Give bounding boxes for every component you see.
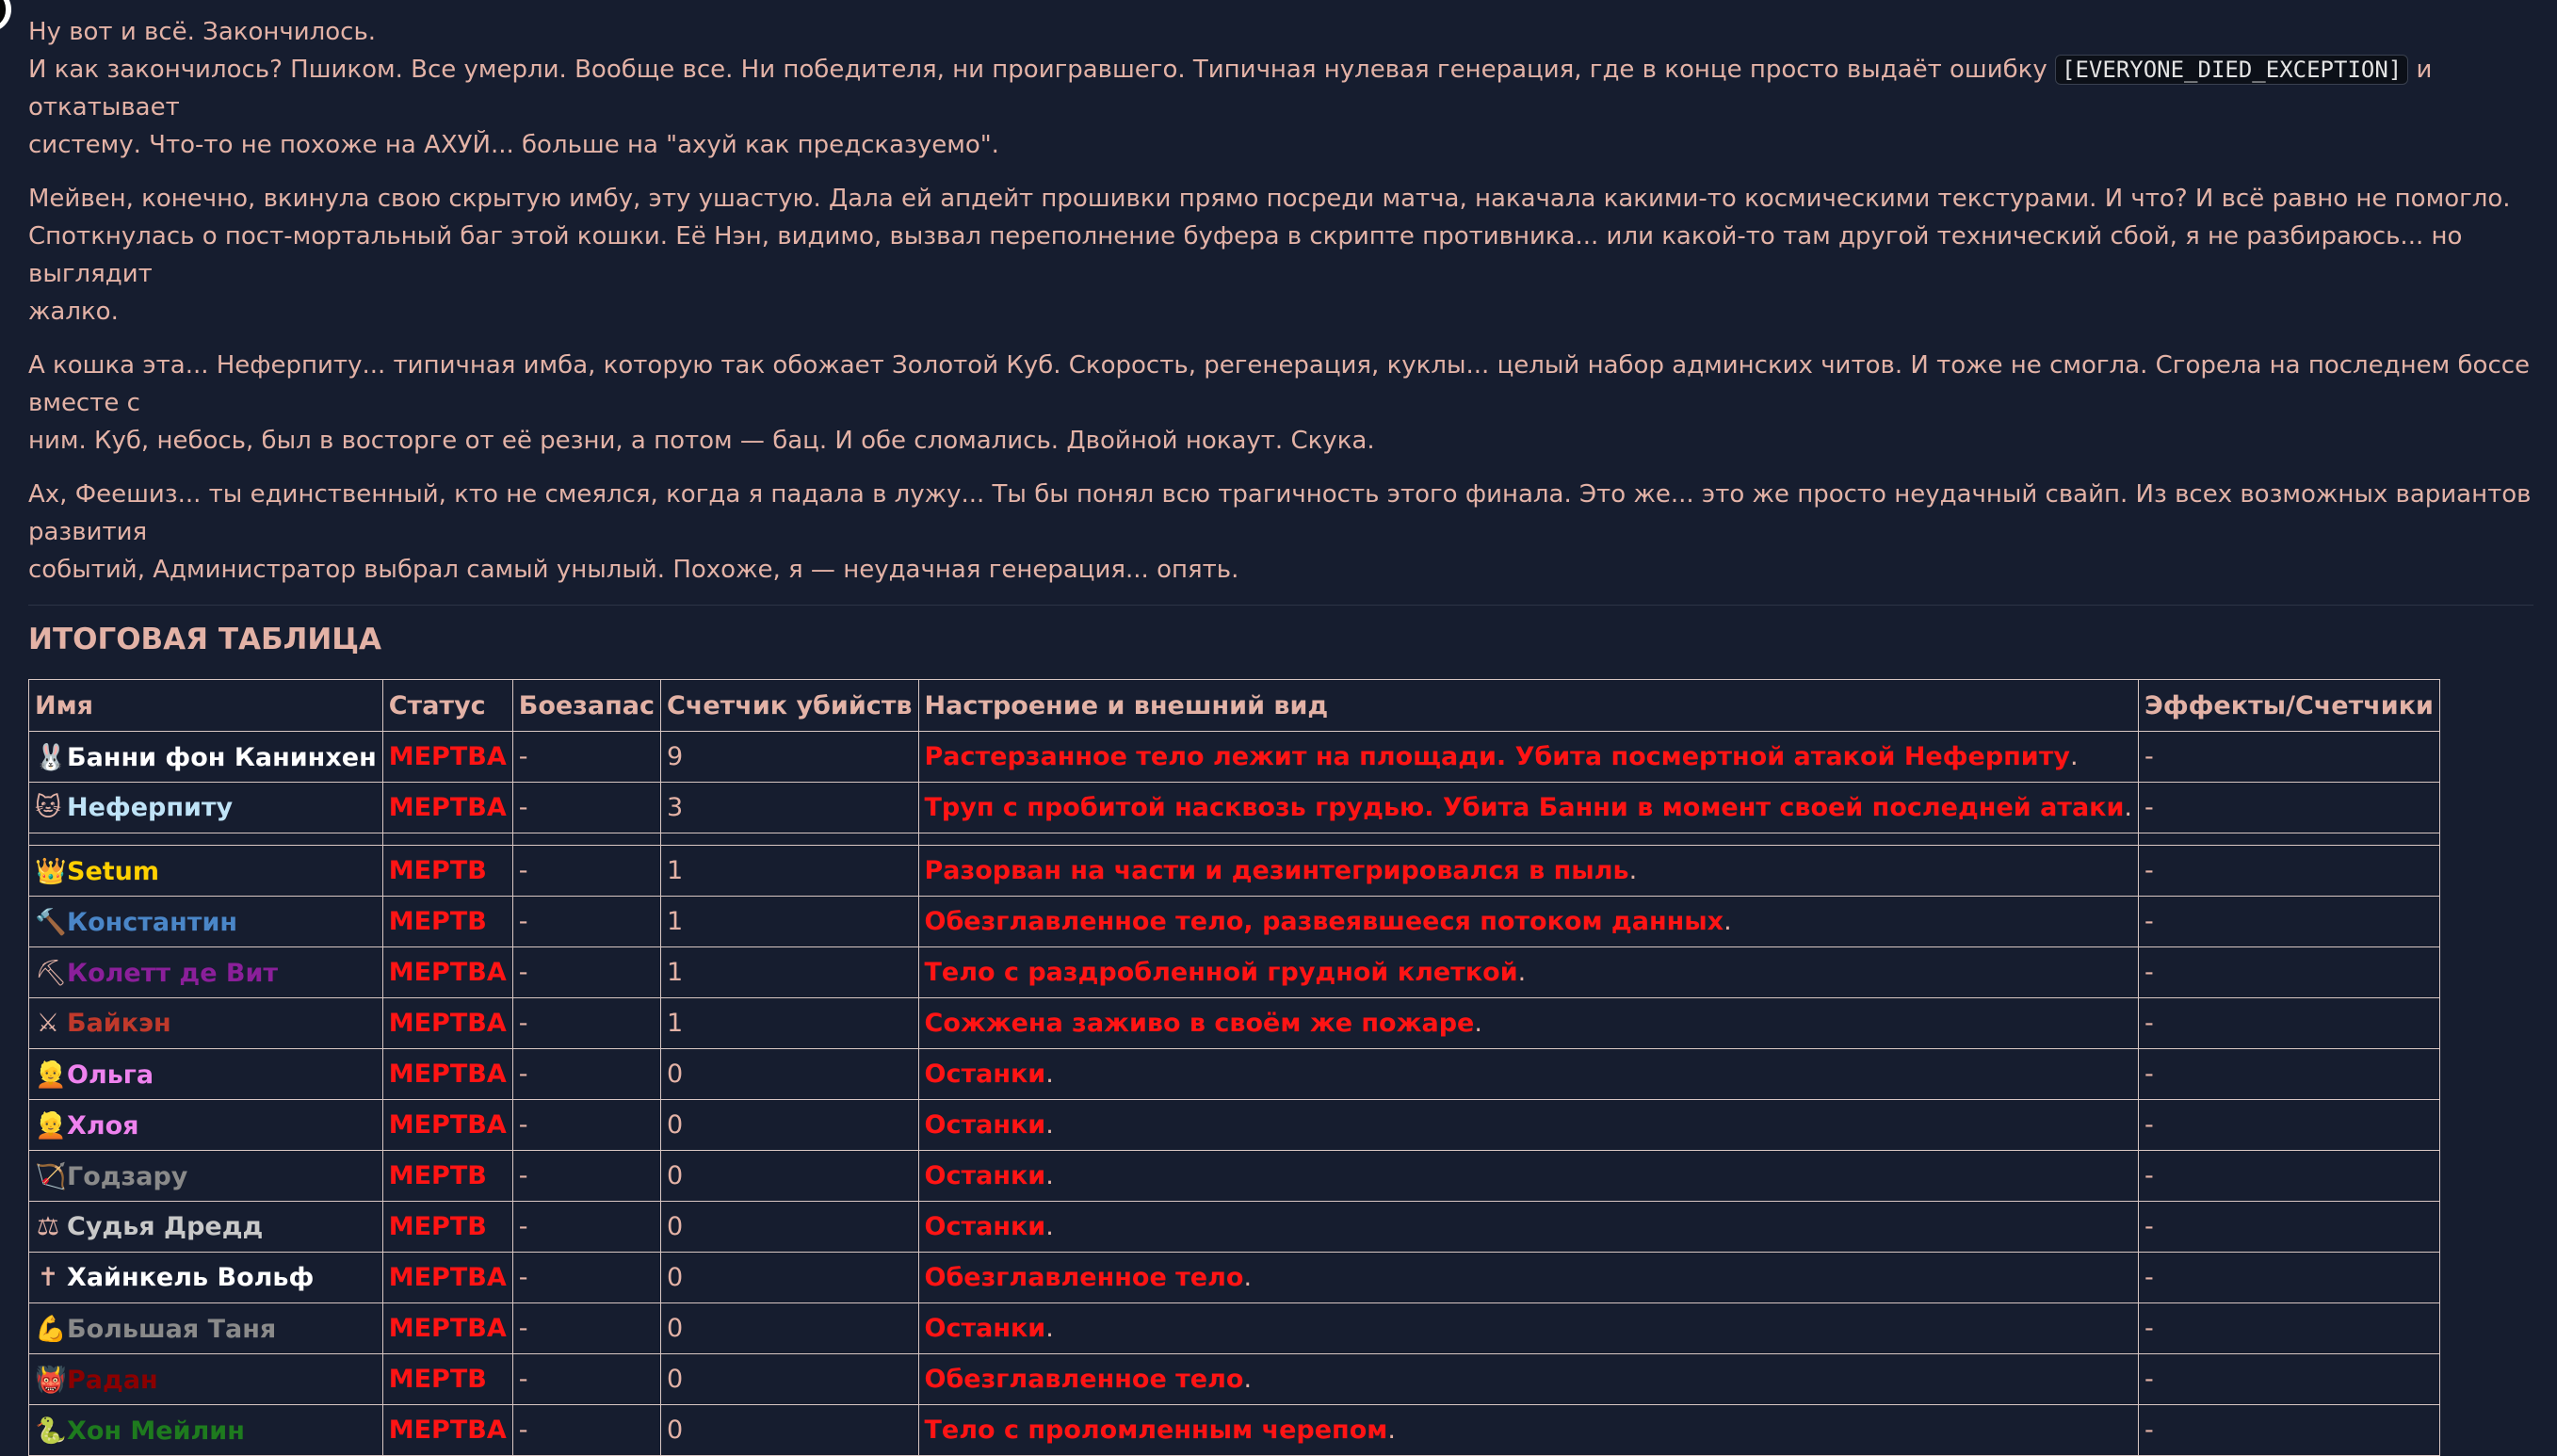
story-line: ним. Куб, небось, был в восторге от её резни, а потом — бац. И обе сломались. Двойной нокаут. Скука. [28, 427, 1375, 455]
status-cell: МЕРТВ [382, 897, 512, 947]
name-cell [29, 1303, 383, 1354]
ammo-cell: - [512, 1151, 660, 1202]
table-title: ИТОГОВАЯ ТАБЛИЦА [28, 623, 382, 656]
hammer-icon: 🔨 [35, 907, 67, 937]
effects-cell: - [2139, 998, 2440, 1049]
mood-cell [918, 1354, 2139, 1405]
latin-cross-icon: ✝ [37, 1263, 59, 1292]
mood-text: Останки [924, 1314, 1046, 1343]
pick-icon: ⛏ [35, 958, 68, 988]
mood-cell [918, 1151, 2139, 1202]
header-effects: Эффекты/Счетчики [2139, 680, 2440, 732]
mood-period: . [1045, 1110, 1054, 1140]
effects-cell: - [2139, 1253, 2440, 1303]
mood-text: Обезглавленное тело [924, 1263, 1244, 1292]
player-name: Большая Таня [67, 1314, 277, 1344]
table-row [29, 998, 2440, 1049]
mood-cell [918, 732, 2139, 783]
ammo-cell: - [512, 897, 660, 947]
name-cell [29, 1100, 383, 1151]
results-table [28, 679, 2440, 1456]
mood-cell [918, 783, 2139, 833]
effects-cell: - [2139, 1405, 2440, 1456]
table-spacer-cell [29, 833, 383, 846]
table-spacer-cell [382, 833, 512, 846]
mood-period: . [1045, 1060, 1054, 1089]
table-row [29, 1151, 2440, 1202]
ogre-icon: 👹 [35, 1365, 67, 1395]
mood-text: Останки [924, 1110, 1046, 1140]
mood-text: Останки [924, 1060, 1046, 1089]
mood-period: . [1045, 1161, 1054, 1190]
table-row [29, 947, 2440, 998]
kills-cell: 0 [660, 1202, 918, 1253]
name-cell [29, 1354, 383, 1405]
table-spacer-cell [2139, 833, 2440, 846]
scales-icon: ⚖ [36, 1212, 60, 1241]
kills-cell: 1 [660, 998, 918, 1049]
crossed-swords-icon: ⚔ [36, 1009, 60, 1038]
table-header-row [29, 680, 2440, 732]
player-name: Байкэн [67, 1009, 171, 1038]
status-cell: МЕРТВА [382, 1253, 512, 1303]
effects-cell: - [2139, 947, 2440, 998]
effects-cell: - [2139, 1202, 2440, 1253]
kills-cell: 0 [660, 1303, 918, 1354]
kills-cell: 3 [660, 783, 918, 833]
player-name: Хон Мейлин [67, 1416, 245, 1446]
effects-cell: - [2139, 1303, 2440, 1354]
name-cell [29, 947, 383, 998]
mood-text: Тело с раздробленной грудной клеткой [924, 958, 1518, 987]
player-name: Судья Дредд [67, 1212, 264, 1241]
player-name: Константин [67, 907, 238, 937]
name-cell [29, 1405, 383, 1456]
story-paragraph-2 [28, 180, 2533, 331]
mood-cell [918, 1253, 2139, 1303]
status-cell: МЕРТВ [382, 1202, 512, 1253]
story-line: событий, Администратор выбрал самый унылый. Похоже, я — неудачная генерация... опять. [28, 556, 1239, 584]
mood-text: Останки [924, 1212, 1046, 1241]
kills-cell: 1 [660, 897, 918, 947]
status-cell: МЕРТВ [382, 1151, 512, 1202]
player-name: Банни фон Канинхен [67, 742, 377, 772]
mood-text: Растерзанное тело лежит на площади. Убита посмертной атакой Неферпиту [924, 742, 2070, 771]
mood-text: Разорван на части и дезинтегрировался в пыль [924, 856, 1629, 885]
mood-text: Обезглавленное тело [924, 1365, 1244, 1394]
status-cell: МЕРТВ [382, 1354, 512, 1405]
crown-icon: 👑 [35, 856, 67, 886]
effects-cell: - [2139, 1100, 2440, 1151]
kills-cell: 0 [660, 1151, 918, 1202]
ammo-cell: - [512, 1354, 660, 1405]
table-body [29, 732, 2440, 1456]
story-line: Мейвен, конечно, вкинула свою скрытую имбу, эту ушастую. Дала ей апдейт прошивки прямо посреди матча, накачала какими-то космическими текстурами. И что? И всё равно не помогло. [28, 185, 2511, 213]
name-cell [29, 1202, 383, 1253]
mood-period: . [2124, 793, 2132, 822]
person-icon: 👱 [35, 1060, 67, 1090]
name-cell [29, 897, 383, 947]
story-line: Ах, Феешиз... ты единственный, кто не смеялся, когда я падала в лужу... Ты бы понял всю трагичность этого финала. Это же... это же просто неудачный свайп. Из всех возможных вариантов развития [28, 480, 2532, 546]
mood-period: . [2069, 742, 2079, 771]
header-mood: Настроение и внешний вид [918, 680, 2139, 732]
status-cell: МЕРТВА [382, 1303, 512, 1354]
mood-text: Обезглавленное тело, развеявшееся потоком данных [924, 907, 1724, 936]
status-cell: МЕРТВА [382, 1049, 512, 1100]
mood-cell [918, 1049, 2139, 1100]
name-cell [29, 783, 383, 833]
table-row [29, 783, 2440, 833]
ammo-cell: - [512, 1049, 660, 1100]
person-icon: 👱 [35, 1110, 67, 1141]
table-row [29, 1049, 2440, 1100]
bow-and-arrow-icon: 🏹 [35, 1161, 67, 1191]
story-line: жалко. [28, 298, 119, 326]
story-text-fragment: и откатывает [28, 56, 2433, 121]
story-text [28, 13, 2532, 589]
table-spacer-cell [918, 833, 2139, 846]
effects-cell: - [2139, 1049, 2440, 1100]
mood-period: . [1243, 1365, 1253, 1394]
table-row [29, 1303, 2440, 1354]
player-name: Ольга [67, 1060, 154, 1090]
kills-cell: 0 [660, 1253, 918, 1303]
ammo-cell: - [512, 947, 660, 998]
header-name: Имя [29, 680, 383, 732]
status-cell: МЕРТВА [382, 783, 512, 833]
story-paragraph-1 [28, 13, 2533, 164]
story-line: систему. Что-то не похоже на АХУЙ... больше на "ахуй как предсказуемо". [28, 131, 999, 159]
mood-cell [918, 1202, 2139, 1253]
player-name: Хайнкель Вольф [67, 1263, 315, 1292]
player-name: Неферпиту [67, 793, 234, 822]
status-cell: МЕРТВА [382, 732, 512, 783]
table-row [29, 1354, 2440, 1405]
name-cell [29, 1253, 383, 1303]
kills-cell: 0 [660, 1354, 918, 1405]
kills-cell: 1 [660, 846, 918, 897]
divider [28, 605, 2533, 606]
table-row [29, 1100, 2440, 1151]
player-name: Setum [67, 856, 160, 886]
header-kills: Счетчик убийств [660, 680, 918, 732]
kills-cell: 9 [660, 732, 918, 783]
mood-period: . [1387, 1416, 1396, 1445]
mood-cell [918, 897, 2139, 947]
mood-period: . [1045, 1314, 1054, 1343]
effects-cell: - [2139, 732, 2440, 783]
mood-period: . [1243, 1263, 1253, 1292]
avatar-edge [0, 0, 11, 32]
effects-cell: - [2139, 783, 2440, 833]
mood-period: . [1517, 958, 1527, 987]
ammo-cell: - [512, 783, 660, 833]
cat-face-icon: 🐱 [35, 793, 62, 822]
header-ammo: Боезапас [512, 680, 660, 732]
ammo-cell: - [512, 1303, 660, 1354]
effects-cell: - [2139, 1151, 2440, 1202]
status-cell: МЕРТВА [382, 1405, 512, 1456]
mood-text: Останки [924, 1161, 1046, 1190]
story-paragraph-4 [28, 476, 2533, 589]
name-cell [29, 1151, 383, 1202]
table-spacer-row [29, 833, 2440, 846]
mood-cell [918, 947, 2139, 998]
effects-cell: - [2139, 1354, 2440, 1405]
snake-icon: 🐍 [35, 1416, 67, 1446]
name-cell [29, 998, 383, 1049]
mood-cell [918, 1303, 2139, 1354]
ammo-cell: - [512, 1405, 660, 1456]
mood-period: . [1628, 856, 1638, 885]
table-spacer-cell [660, 833, 918, 846]
kills-cell: 0 [660, 1049, 918, 1100]
ammo-cell: - [512, 732, 660, 783]
player-name: Хлоя [67, 1110, 139, 1141]
ammo-cell: - [512, 1253, 660, 1303]
mood-period: . [1045, 1212, 1054, 1241]
name-cell [29, 1049, 383, 1100]
table-row [29, 1405, 2440, 1456]
mood-period: . [1724, 907, 1732, 936]
kills-cell: 1 [660, 947, 918, 998]
mood-cell [918, 998, 2139, 1049]
status-cell: МЕРТВА [382, 998, 512, 1049]
table-row [29, 1253, 2440, 1303]
story-line [28, 51, 2533, 126]
mood-period: . [1474, 1009, 1482, 1038]
effects-cell: - [2139, 897, 2440, 947]
ammo-cell: - [512, 998, 660, 1049]
mood-cell [918, 1100, 2139, 1151]
story-line: Ну вот и всё. Закончилось. [28, 18, 377, 46]
kills-cell: 0 [660, 1100, 918, 1151]
story-line: Споткнулась о пост-мортальный баг этой кошки. Её Нэн, видимо, вызвал переполнение буфера в скрипте противника... или какой-то там другой технический сбой, я не разбираюсь... но выглядит [28, 222, 2463, 288]
table-spacer-cell [512, 833, 660, 846]
table-row [29, 1202, 2440, 1253]
player-name: Колетт де Вит [67, 958, 279, 988]
ammo-cell: - [512, 1202, 660, 1253]
story-line: А кошка эта... Неферпиту... типичная имба, которую так обожает Золотой Куб. Скорость, регенерация, куклы... целый набор админских читов. И тоже не смогла. Сгорела на последнем боссе вместе с [28, 351, 2531, 417]
mood-text: Сожжена заживо в своём же пожаре [924, 1009, 1475, 1038]
exception-code: [EVERYONE_DIED_EXCEPTION] [2055, 55, 2408, 85]
story-text-fragment: И как закончилось? Пшиком. Все умерли. Вообще все. Ни победителя, ни проигравшего. Типичная нулевая генерация, где в конце просто выдаёт ошибку [28, 56, 2056, 84]
ammo-cell: - [512, 1100, 660, 1151]
name-cell [29, 846, 383, 897]
header-status: Статус [382, 680, 512, 732]
rabbit-face-icon: 🐰 [35, 742, 67, 772]
status-cell: МЕРТВА [382, 947, 512, 998]
status-cell: МЕРТВ [382, 846, 512, 897]
mood-cell [918, 846, 2139, 897]
effects-cell: - [2139, 846, 2440, 897]
story-paragraph-3 [28, 347, 2533, 460]
ammo-cell: - [512, 846, 660, 897]
mood-text: Труп с пробитой насквозь грудью. Убита Банни в момент своей последней атаки [924, 793, 2125, 822]
table-row [29, 846, 2440, 897]
table-row [29, 897, 2440, 947]
name-cell [29, 732, 383, 783]
mood-text: Тело с проломленным черепом [924, 1416, 1388, 1445]
table-row [29, 732, 2440, 783]
mood-cell [918, 1405, 2139, 1456]
player-name: Годзару [67, 1161, 188, 1191]
status-cell: МЕРТВА [382, 1100, 512, 1151]
kills-cell: 0 [660, 1405, 918, 1456]
player-name: Радан [67, 1365, 158, 1395]
flexed-biceps-icon: 💪 [35, 1314, 67, 1344]
